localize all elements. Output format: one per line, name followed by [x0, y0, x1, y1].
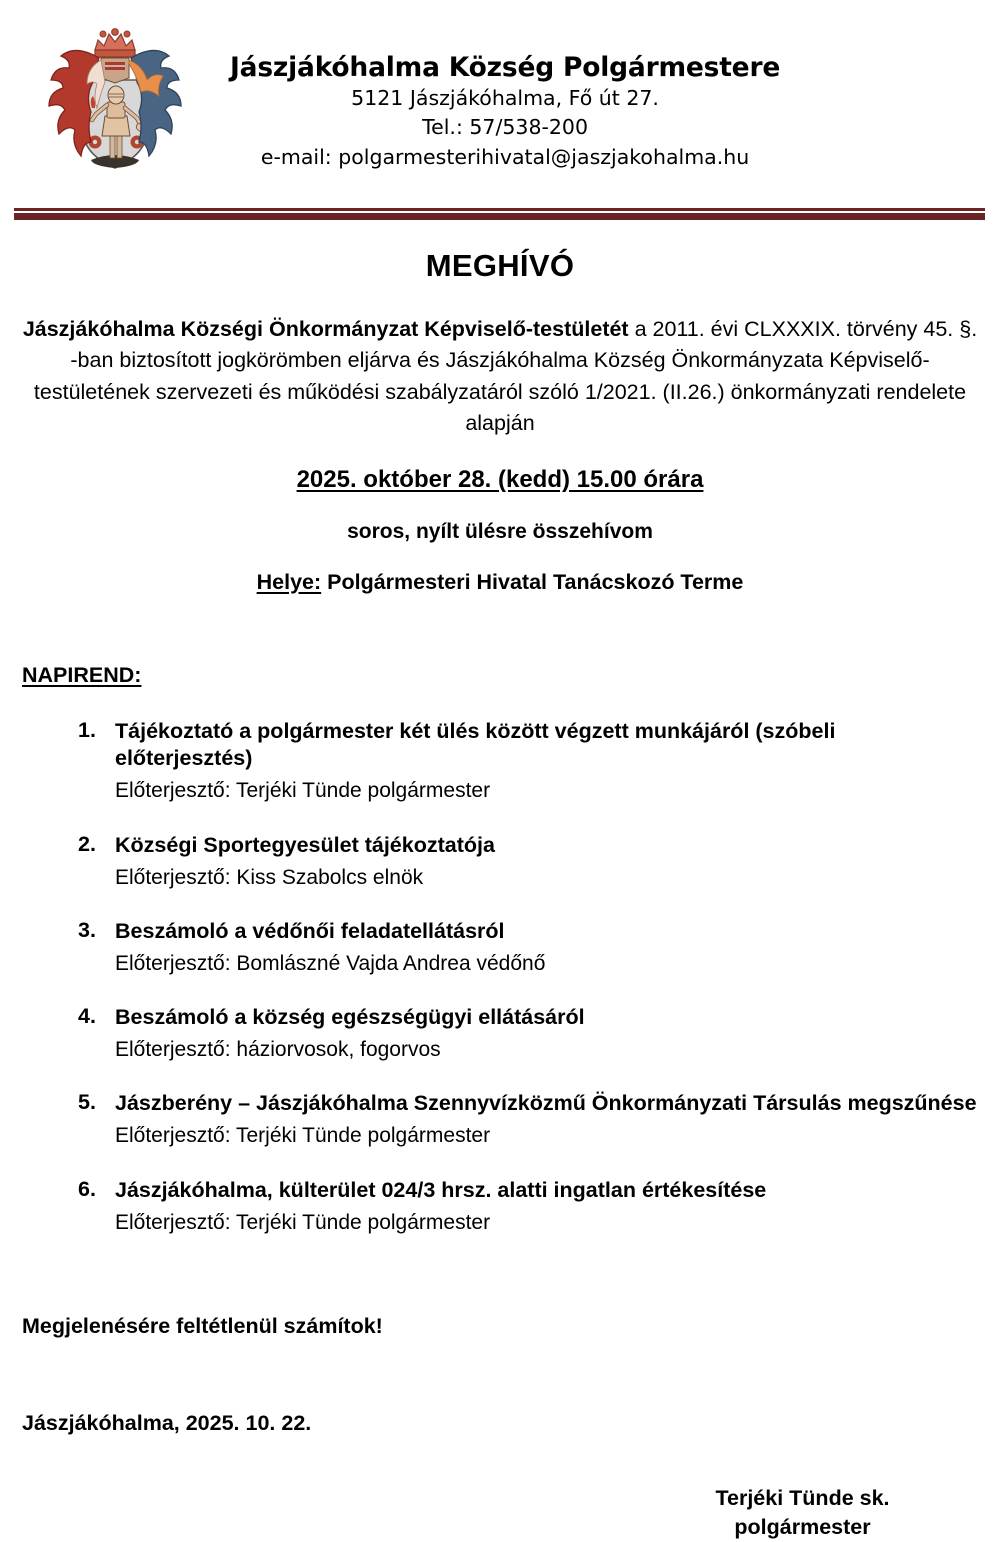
header-divider — [14, 208, 985, 220]
list-item — [22, 1177, 978, 1236]
agenda-item-presenter: Előterjesztő: Terjéki Tünde polgármester — [115, 779, 491, 803]
agenda-item-number: 2. — [78, 831, 96, 856]
agenda-item-title: Jászjákóhalma, külterület 024/3 hrsz. alatti ingatlan értékesítése — [115, 1177, 767, 1202]
meeting-datetime — [22, 466, 978, 494]
agenda-item-title: Beszámoló a védőnői feladatellátásról — [115, 918, 505, 943]
agenda-list — [22, 718, 978, 1236]
agenda-item-title: Jászberény – Jászjákóhalma Szennyvízközmű Önkormányzati Társulás megszűnése — [115, 1091, 977, 1116]
agenda-item-presenter: Előterjesztő: Kiss Szabolcs elnök — [115, 865, 424, 889]
place-and-date: Jászjákóhalma, 2025. 10. 22. — [22, 1410, 312, 1435]
list-item — [22, 718, 978, 805]
agenda-item-presenter: Előterjesztő: Terjéki Tünde polgármester — [115, 1210, 491, 1234]
agenda-item-title: Községi Sportegyesület tájékoztatója — [115, 832, 495, 857]
agenda-item-title: Beszámoló a község egészségügyi ellátásáról — [115, 1005, 585, 1030]
meeting-type: soros, nyílt ülésre összehívom — [347, 519, 653, 543]
agenda-item-number: 5. — [78, 1090, 96, 1115]
coat-of-arms-icon — [25, 8, 205, 186]
agenda-item-title: Tájékoztató a polgármester két ülés között végzett munkájáról (szóbeli előterjesztés) — [115, 718, 836, 771]
organization-name: Jászjákóhalma Község Polgármestere — [230, 52, 781, 83]
signature-block — [645, 1484, 960, 1542]
meeting-location-value: Polgármesteri Hivatal Tanácskozó Terme — [321, 569, 744, 594]
letterhead-text-block — [230, 6, 1000, 172]
document-body — [0, 232, 1000, 1542]
agenda-heading: NAPIREND: — [22, 662, 142, 687]
agenda-item-presenter: Előterjesztő: háziorvosok, fogorvos — [115, 1038, 441, 1062]
list-item — [22, 1090, 978, 1149]
invitation-legal-basis: a 2011. évi CLXXXIX. törvény 45. §. -ban biztosított jogkörömben eljárva és Jászjákóhalma Község Önkormányzata Képviselő-testületének szervezeti és működési szabályzatáról szóló 1/2021. (II.26.) önkormányzati rendelete alapján — [33, 317, 978, 436]
list-item — [22, 1004, 978, 1063]
list-item — [22, 918, 978, 977]
invitation-paragraph — [22, 314, 978, 440]
organization-address: 5121 Jászjákóhalma, Fő út 27. — [351, 86, 659, 111]
closing-note: Megjelenésére feltétlenül számítok! — [22, 1313, 383, 1338]
organization-email: e-mail: polgarmesterihivatal@jaszjakohalma.hu — [260, 144, 750, 169]
organization-phone: Tel.: 57/538-200 — [422, 115, 589, 140]
letterhead — [0, 0, 1000, 195]
agenda-item-presenter: Előterjesztő: Bomlászné Vajda Andrea védőnő — [115, 951, 546, 975]
page-title: MEGHÍVÓ — [425, 248, 575, 283]
invitation-subject: Jászjákóhalma Községi Önkormányzat Képviselő-testületét — [22, 317, 629, 341]
agenda-item-presenter: Előterjesztő: Terjéki Tünde polgármester — [115, 1124, 491, 1148]
crest-container — [0, 6, 230, 186]
agenda-item-number: 4. — [78, 1004, 96, 1029]
meeting-datetime-text: 2025. október 28. (kedd) 15.00 órára — [296, 465, 704, 493]
agenda-item-number: 3. — [78, 917, 96, 942]
agenda-item-number: 6. — [78, 1176, 96, 1201]
agenda-heading-row — [22, 595, 978, 688]
meeting-location — [22, 570, 978, 595]
divider-thick-rule — [14, 213, 985, 220]
signature-name: Terjéki Tünde sk. — [715, 1485, 890, 1510]
meeting-location-label: Helye: — [256, 569, 322, 594]
agenda-item-number: 1. — [78, 717, 96, 742]
list-item — [22, 832, 978, 891]
signature-role: polgármester — [734, 1514, 871, 1539]
